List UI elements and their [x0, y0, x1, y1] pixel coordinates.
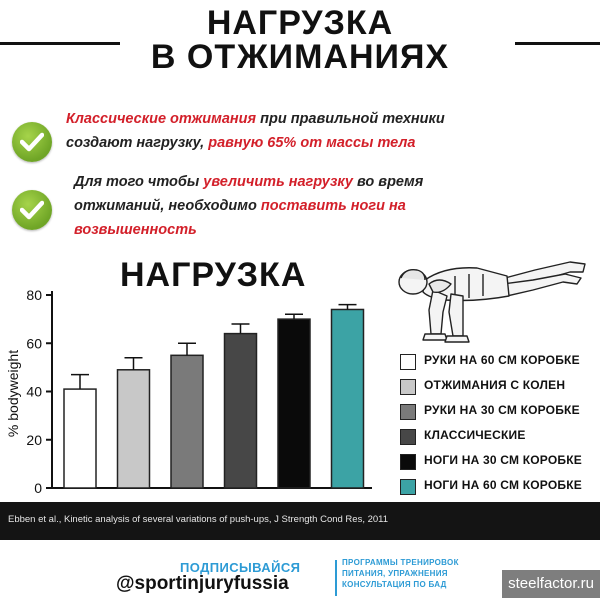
- bullet-text-part: Для того чтобы: [74, 174, 204, 190]
- bar: [225, 334, 257, 488]
- legend-label: НОГИ НА 30 СМ КОРОБКЕ: [424, 453, 582, 467]
- subscribe-label: ПОДПИСЫВАЙСЯ: [180, 560, 301, 575]
- promo-line: КОНСУЛЬТАЦИЯ ПО БАД: [342, 580, 447, 589]
- legend-label: РУКИ НА 60 СМ КОРОБКЕ: [424, 353, 580, 367]
- bar: [332, 309, 364, 488]
- bullet-text-part: поставить ноги на возвышенность: [74, 198, 406, 238]
- bar: [171, 355, 203, 488]
- y-tick-label: 0: [34, 480, 42, 496]
- legend-swatch: [400, 429, 416, 445]
- bullet-text: [74, 170, 454, 242]
- footer: [0, 540, 600, 600]
- legend-label: КЛАССИЧЕСКИЕ: [424, 428, 526, 442]
- bullet-text-part: увеличить нагрузку: [203, 174, 353, 190]
- y-tick-label: 80: [26, 287, 42, 303]
- legend-item: [400, 402, 600, 427]
- bar: [278, 319, 310, 488]
- social-handle-link[interactable]: @sportinjuryfussia: [116, 573, 289, 594]
- legend-label: НОГИ НА 60 СМ КОРОБКЕ: [424, 478, 582, 492]
- bullet-text: [66, 107, 486, 155]
- promo-line: ПРОГРАММЫ ТРЕНИРОВОК: [342, 558, 459, 567]
- footer-divider: [335, 560, 337, 596]
- bar: [64, 389, 96, 488]
- bullet-text-part: при правильной техники создают нагрузку,: [66, 111, 445, 151]
- chart-title: НАГРУЗКА: [120, 256, 307, 294]
- bullet-text-part: во время отжиманий, необходимо: [74, 174, 424, 214]
- citation-bar: [0, 502, 600, 540]
- chart-area: [0, 285, 390, 500]
- y-tick-label: 60: [26, 335, 42, 352]
- legend-item: [400, 352, 600, 377]
- checkmark-icon: [12, 190, 52, 230]
- legend-swatch: [400, 454, 416, 470]
- legend-swatch: [400, 404, 416, 420]
- promo-text: [342, 557, 459, 590]
- legend-item: [400, 452, 600, 477]
- bar: [118, 370, 150, 488]
- legend-item: [400, 477, 600, 502]
- bullet-text-part: равную 65% от массы тела: [208, 135, 416, 151]
- y-tick-label: 40: [26, 383, 42, 400]
- legend-label: ОТЖИМАНИЯ С КОЛЕН: [424, 378, 566, 392]
- legend-swatch: [400, 479, 416, 495]
- page-title-line2: В ОТЖИМАНИЯХ: [150, 38, 450, 76]
- bullet-text-part: Классические отжимания: [66, 111, 257, 127]
- y-tick-label: 20: [26, 431, 42, 448]
- promo-line: ПИТАНИЯ, УПРАЖНЕНИЯ: [342, 569, 448, 578]
- header: [0, 0, 600, 80]
- legend-swatch: [400, 379, 416, 395]
- legend-item: [400, 427, 600, 452]
- y-axis-label: % bodyweight: [5, 349, 21, 438]
- watermark: steelfactor.ru: [502, 570, 600, 598]
- page-title-line1: НАГРУЗКА: [206, 4, 394, 42]
- legend-item: [400, 377, 600, 402]
- checkmark-icon: [12, 122, 52, 162]
- pushup-athlete-illustration: [385, 240, 595, 355]
- legend-label: РУКИ НА 30 СМ КОРОБКЕ: [424, 403, 580, 417]
- chart-legend: [400, 352, 600, 502]
- citation-text: Ebben et al., Kinetic analysis of several variations of push-ups, J Strength Cond Res, 2011: [8, 514, 389, 525]
- legend-swatch: [400, 354, 416, 370]
